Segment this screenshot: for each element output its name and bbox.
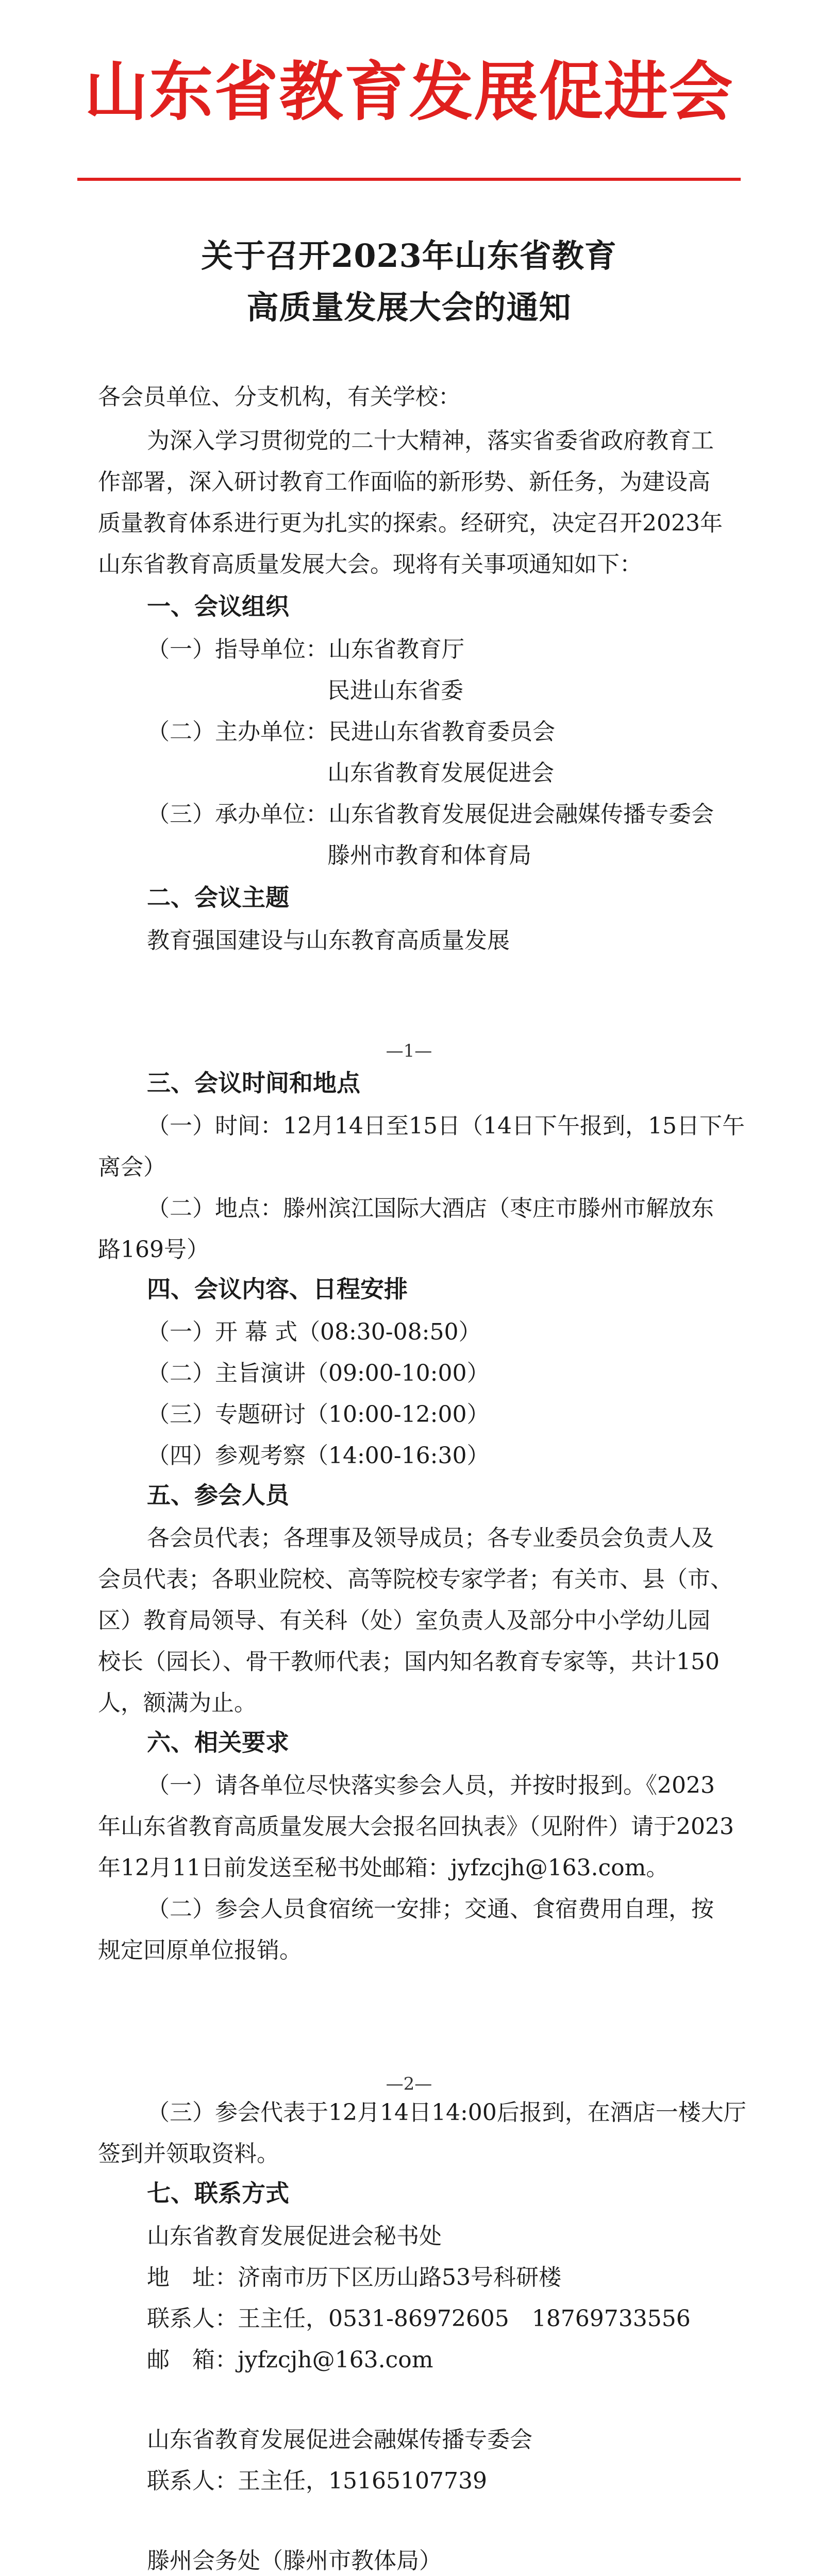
section-line: （三）承办单位：山东省教育发展促进会融媒传播专委会 (147, 801, 714, 827)
contact-line: 联系人：王主任，15165107739 (147, 2468, 487, 2494)
contact-line: 滕州会务处（滕州市教体局） (147, 2548, 442, 2574)
section-line: （三）参会代表于12月14日14:00后报到，在酒店一楼大厅 (147, 2099, 746, 2126)
contact-line: 地 址：济南市历下区历山路53号科研楼 (147, 2264, 561, 2291)
section-line: （一）开 幕 式（08:30-08:50） (147, 1319, 481, 1345)
section-heading: 三、会议时间和地点 (147, 1069, 360, 1097)
doc-title-line1: 关于召开2023年山东省教育 (201, 237, 617, 275)
page-number: —2— (386, 2074, 432, 2094)
intro-line: 为深入学习贯彻党的二十大精神，落实省委省政府教育工 (147, 428, 714, 454)
section-heading: 五、参会人员 (147, 1481, 289, 1509)
contact-line: 邮 箱：jyfzcjh@163.com (147, 2347, 433, 2373)
section-line: （二）主办单位：民进山东省教育委员会 (147, 719, 555, 745)
section-line: 山东省教育发展促进会 (327, 760, 554, 786)
section-line: 年山东省教育高质量发展大会报名回执表》（见附件）请于2023 (98, 1814, 734, 1840)
section-heading: 二、会议主题 (147, 884, 289, 911)
contact-line: 山东省教育发展促进会秘书处 (147, 2223, 442, 2249)
section-line: 规定回原单位报销。 (98, 1937, 302, 1963)
section-line: 教育强国建设与山东教育高质量发展 (147, 927, 510, 954)
section-line: 年12月11日前发送至秘书处邮箱：jyfzcjh@163.com。 (98, 1855, 669, 1881)
section-line: （二）参会人员食宿统一安排；交通、食宿费用自理，按 (147, 1896, 714, 1922)
section-heading: 七、联系方式 (147, 2179, 289, 2207)
doc-title-line2: 高质量发展大会的通知 (246, 289, 572, 326)
org-banner: 山东省教育发展促进会 (84, 55, 734, 129)
section-line: 人，额满为止。 (98, 1690, 257, 1716)
intro-line: 作部署，深入研讨教育工作面临的新形势、新任务，为建设高 (98, 469, 710, 495)
section-heading: 六、相关要求 (147, 1728, 289, 1756)
contact-line: 联系人：王主任，0531-86972605 18769733556 (147, 2306, 691, 2332)
contact-line: 山东省教育发展促进会融媒传播专委会 (147, 2427, 532, 2453)
section-line: 民进山东省委 (327, 677, 463, 704)
section-line: 会员代表；各职业院校、高等院校专家学者；有关市、县（市、 (98, 1566, 733, 1592)
section-heading: 一、会议组织 (147, 592, 289, 620)
section-line: 区）教育局领导、有关科（处）室负责人及部分中小学幼儿园 (98, 1607, 710, 1634)
section-line: （一）时间：12月14日至15日（14日下午报到，15日下午 (147, 1113, 745, 1139)
section-line: 滕州市教育和体育局 (327, 842, 531, 869)
intro-line: 山东省教育高质量发展大会。现将有关事项通知如下： (98, 551, 642, 578)
intro-line: 质量教育体系进行更为扎实的探索。经研究，决定召开2023年 (98, 510, 723, 536)
section-line: 路169号） (98, 1236, 209, 1263)
section-line: 离会） (98, 1154, 166, 1180)
section-line: （四）参观考察（14:00-16:30） (147, 1443, 490, 1469)
section-heading: 四、会议内容、日程安排 (147, 1275, 408, 1303)
salutation: 各会员单位、分支机构，有关学校： (98, 384, 461, 410)
section-line: （二）主旨演讲（09:00-10:00） (147, 1360, 490, 1386)
section-line: （一）指导单位：山东省教育厅 (147, 636, 464, 663)
page-number: —1— (386, 1041, 432, 1061)
section-line: （一）请各单位尽快落实参会人员，并按时报到。《2023 (147, 1772, 715, 1799)
section-line: （二）地点：滕州滨江国际大酒店（枣庄市滕州市解放东 (147, 1195, 714, 1222)
section-line: （三）专题研讨（10:00-12:00） (147, 1401, 490, 1428)
section-line: 校长（园长）、骨干教师代表；国内知名教育专家等，共计150 (98, 1649, 720, 1675)
section-line: 各会员代表；各理事及领导成员；各专业委员会负责人及 (147, 1525, 714, 1551)
section-line: 签到并领取资料。 (98, 2141, 279, 2167)
red-divider (77, 178, 741, 181)
